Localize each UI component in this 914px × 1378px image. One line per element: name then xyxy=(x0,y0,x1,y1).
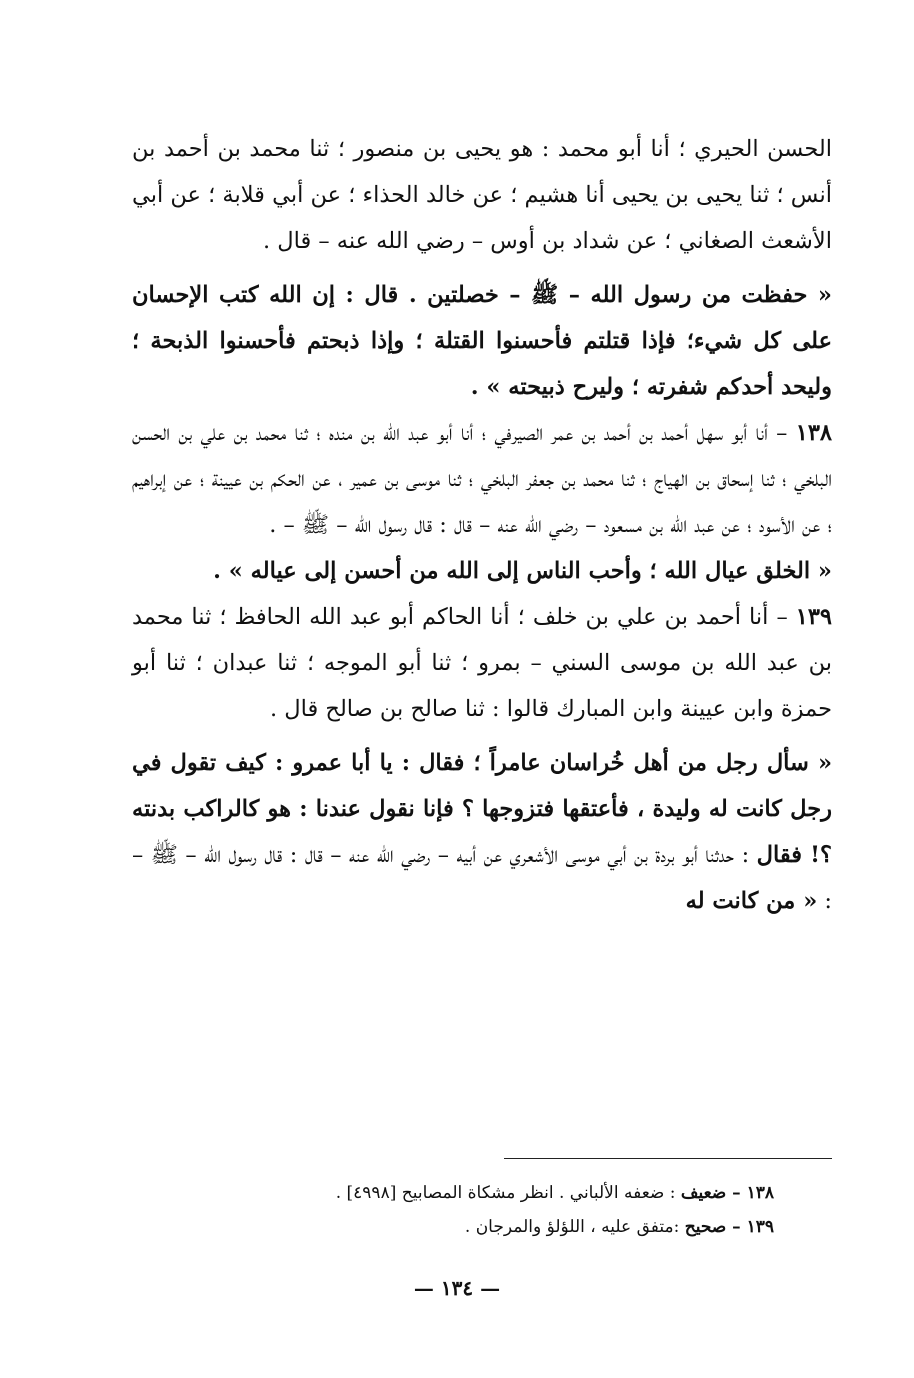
hadith-139-paragraph xyxy=(132,594,832,732)
hadith-number-138: ١٣٨ xyxy=(795,420,832,446)
footnote-divider xyxy=(504,1158,832,1159)
footnote-text: :متفق عليه ، اللؤلؤ والمرجان . xyxy=(464,1217,685,1237)
isnad-paragraph-1: الحسن الحيري ؛ أنا أبو محمد : هو يحيى بن منصور ؛ ثنا محمد بن أحمد بن أنس ؛ ثنا يحيى بن يحيى أنا هشيم ؛ عن خالد الحذاء ؛ عن أبي قلابة ؛ عن أبي الأشعث الصغاني ؛ عن شداد بن أوس – رضي الله عنه – قال . xyxy=(132,136,832,254)
main-text xyxy=(132,126,832,924)
hadith-text-1: « حفظت من رسول الله – ﷺ – خصلتين . قال : إن الله كتب الإحسان على كل شيء؛ فإذا قتلتم فأحسنوا القتلة ؛ وإذا ذبحتم فأحسنوا الذبحة ؛ وليحد أحدكم شفرته ؛ وليرح ذبيحته » . xyxy=(132,282,832,400)
footnotes xyxy=(174,1176,774,1244)
footnote-138: ١٣٨ – ضعيف : ضعفه الألباني . انظر مشكاة المصابيح [٤٩٩٨] . xyxy=(335,1183,774,1203)
footnote-number: ١٣٩ xyxy=(746,1217,774,1237)
hadith-text-3-plain: : حدثنا أبو بردة بن أبي موسى الأشعري عن أبيه – رضي الله عنه – قال : قال رسول الله – ﷺ – : xyxy=(132,842,832,914)
hadith-text-2: « الخلق عيال الله ؛ وأحب الناس إلى الله من أحسن إلى عياله » . xyxy=(213,558,832,584)
footnote-number: ١٣٨ xyxy=(746,1183,774,1203)
hadith-text-3-end: « من كانت له xyxy=(685,888,818,914)
footnote-139: ١٣٩ – صحيح :متفق عليه ، اللؤلؤ والمرجان . xyxy=(464,1217,774,1237)
footnote-grade: صحيح xyxy=(684,1217,727,1237)
footnote-grade: ضعيف xyxy=(680,1183,727,1203)
hadith-text-3 xyxy=(132,740,832,924)
isnad-139: – أنا أحمد بن علي بن خلف ؛ أنا الحاكم أبو عبد الله الحافظ ؛ ثنا محمد بن عبد الله بن موسى السني – بمرو ؛ ثنا أبو الموجه ؛ ثنا عبدان ؛ ثنا أبو حمزة وابن عيينة وابن المبارك قالوا : ثنا صالح بن صالح قال . xyxy=(132,604,832,722)
hadith-138-paragraph xyxy=(132,410,832,548)
page-number: — ١٣٤ — xyxy=(413,1276,501,1300)
isnad-138: – أنا أبو سهل أحمد بن أحمد بن عمر الصيرفي ؛ أنا أبو عبد الله بن منده ؛ ثنا محمد بن علي بن الحسن البلخي ؛ ثنا إسحاق بن الهياج ؛ ثنا محمد بن جعفر البلخي ؛ ثنا موسى بن عمير ، عن الحكم بن عيينة ؛ عن إبراهيم ؛ عن الأسود ؛ عن عبد الله بن مسعود – رضي الله عنه – قال : قال رسول الله – ﷺ – . xyxy=(132,420,832,538)
hadith-text-3-bold: « سأل رجل من أهل خُراسان عامراً ؛ فقال : يا أبا عمرو : كيف تقول في رجل كانت له وليدة ، فأعتقها فتزوجها ؟ فإنا نقول عندنا : هو كالراكب بدنته ؟! فقال xyxy=(132,750,832,868)
footnote-text: : ضعفه الألباني . انظر مشكاة المصابيح [٤٩٩٨] . xyxy=(335,1183,681,1203)
hadith-number-139: ١٣٩ xyxy=(795,604,832,630)
